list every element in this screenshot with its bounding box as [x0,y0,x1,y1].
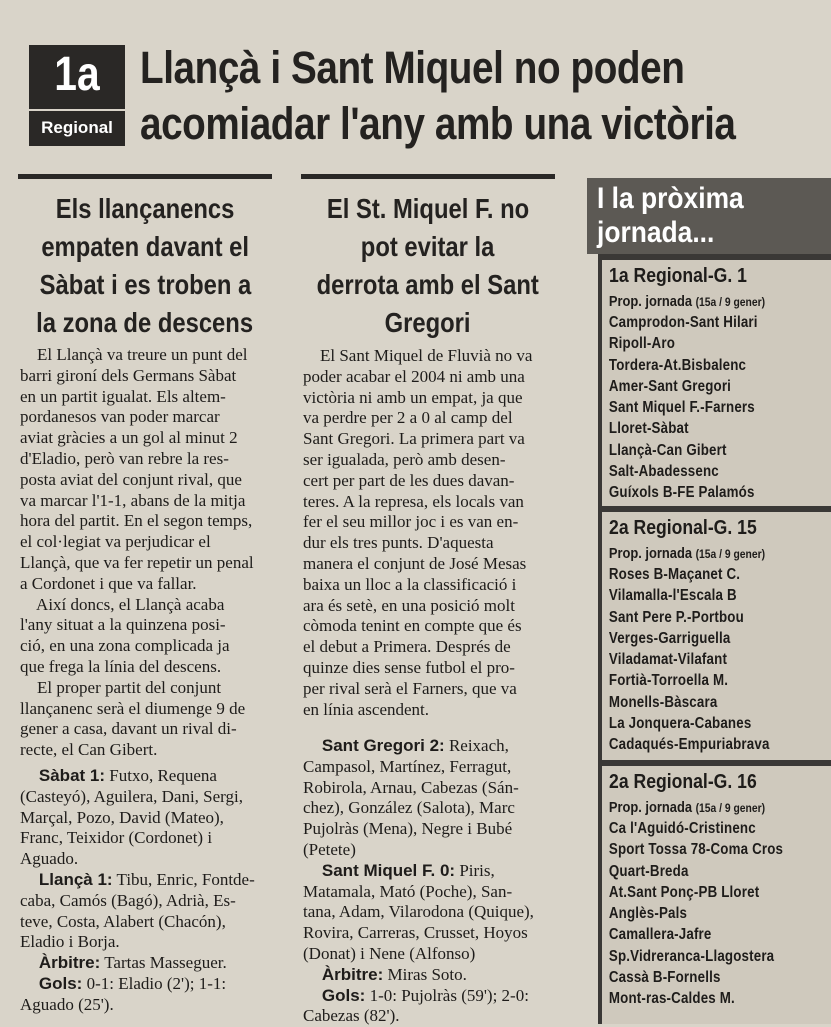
text-line: barri gironí dels Germans Sàbat [20,365,237,385]
text-line: teres. A la represa, els locals van [303,491,524,511]
fixture: Llançà-Can Gibert [608,441,727,459]
lineup-team-label: Àrbitre: [303,964,384,984]
headline-line-1: Llançà i Sant Miquel no poden [140,42,685,93]
column-2-body [303,346,556,720]
lineup-text: Pujolràs (Mena), Negre i Bubé [303,819,513,839]
text-line: va marcar l'1-1, abans de la mitja [20,490,246,510]
lineup-line [303,840,556,861]
column-2-heading-line: Gregori [385,307,471,338]
lineup-line [20,787,273,808]
lineup-line [303,882,556,903]
lineup-line [20,828,273,849]
lineup-text: Futxo, Requena [105,766,217,785]
column-2-heading-line: pot evitar la [361,231,495,262]
text-line: aviat gràcies a un gol al minut 2 [20,428,238,448]
text-line: Llançà, que va fer repetir un penal [20,552,254,572]
text-line: ció, en una zona complicada ja [20,636,230,656]
text-line: el col·legiat va perjudicar el [20,532,211,552]
text-line: que frega la línia del descens. [20,656,222,676]
fixture: Ripoll-Aro [608,335,676,353]
text-line: va perdre per 2 a 0 al camp del [303,408,513,428]
column-2-heading-line: derrota amb el Sant [316,269,540,300]
column-1-rule [18,174,272,179]
lineup-text: Campasol, Martínez, Ferragut, [303,756,512,776]
column-1-heading-line: Sàbat i es troben a [39,269,251,300]
text-line: a Cordonet i que va fallar. [20,573,197,593]
column-2-rule [301,174,555,179]
column-1-heading-line: empaten davant el [41,231,249,262]
lineup-text: Cabezas (82'). [303,1006,400,1026]
lineup-text: teve, Costa, Alabert (Chacón), [20,911,226,931]
text-line: hora del partit. En el segon temps, [20,511,253,531]
lineup-line [303,902,556,923]
lineup-team-label: Sàbat 1: [20,766,106,785]
group-title: 1a Regional-G. 1 [609,265,747,287]
lineup-line [20,932,273,953]
fixture: Monells-Bàscara [608,693,718,711]
group-box-1 [598,260,831,506]
lineup-line [303,778,556,799]
lineup-line [20,870,273,891]
next-round-label [602,292,802,312]
lineup-team-label: Sant Miquel F. 0: [303,860,456,880]
fixture: Sant Pere P.-Portbou [608,608,744,626]
text-line: posta aviat del conjunt rival, que [20,469,242,489]
lineup-team-label: Gols: [20,973,83,993]
lineup-line [303,923,556,944]
lineup-team-label: Llançà 1: [20,869,113,889]
lineup-text: 1-0: Pujolràs (59'); 2-0: [365,985,529,1005]
text-line: fer el seu millor joc i es van en- [303,512,519,532]
lineup-text: Miras Soto. [383,964,467,984]
column-1-heading-line: Els llançanencs [55,193,235,224]
column-1-body [20,345,273,761]
group-title: 2a Regional-G. 16 [609,771,757,793]
lineup-text: Reixach, [444,736,509,755]
lineup-text: Rovira, Carreras, Crusset, Hoyos [303,923,528,943]
lineup-text: (Petete) [303,839,356,859]
fixture: At.Sant Ponç-PB Lloret [608,883,760,901]
text-line: llançanenc serà el diumenge 9 de [20,698,246,718]
text-line: còmoda tenint en compte que és [303,616,522,636]
headline-line-2: acomiadar l'any amb una victòria [140,98,736,149]
group-box-3 [598,766,831,1024]
next-round-date: (15a / 9 gener) [695,295,766,309]
text-line: poder acabar el 2004 ni amb una [303,366,525,386]
text-line: el debut a Primera. Després de [303,637,511,657]
column-1-heading [10,190,280,342]
lineup-text: Aguado (25'). [20,994,114,1014]
column-2-heading [292,190,564,342]
lineup-text: Eladio i Borja. [20,932,120,952]
text-line: El Sant Miquel de Fluvià no va [303,346,533,365]
lineup-line [20,849,273,870]
text-line: El Llançà va treure un punt del [20,345,248,364]
text-line: recte, el Can Gibert. [20,740,158,760]
lineup-line [303,757,556,778]
fixture: Ca l'Aguidó-Cristinenc [608,820,756,837]
fixture: Fortià-Torroella M. [608,672,729,690]
lineup-text: caba, Camós (Bagó), Adrià, Es- [20,890,236,910]
lineup-team-label: Àrbitre: [20,953,101,973]
text-line: ser igualada, però amb desen- [303,449,506,469]
lineup-line [303,986,556,1007]
fixture: Tordera-At.Bisbalenc [608,356,747,374]
lineup-line [20,766,273,787]
fixture: Anglès-Pals [608,905,688,923]
lineup-text: Aguado. [20,849,79,869]
fixture: Roses B-Maçanet C. [608,566,741,583]
fixture: Sant Miquel F.-Farners [608,399,755,417]
lineup-line [303,819,556,840]
lineup-text: tana, Adam, Vilarodona (Quique), [303,902,534,922]
text-line: ara és setè, en una posició molt [303,595,515,615]
text-line: El proper partit del conjunt [20,677,222,697]
lineup-text: Tibu, Enric, Fontde- [112,869,255,889]
lineup-text: Piris, [455,860,495,880]
text-line: quinze dies sense futbol el pro- [303,657,515,677]
text-line: cert per part de les dues davan- [303,470,515,490]
text-line: dur els tres punts. D'aquesta [303,533,494,553]
text-line: d'Eladio, però van rebre la res- [20,448,229,468]
column-2-lineups [303,736,556,1027]
section-badge [29,45,125,146]
badge-label: Regional [29,109,125,145]
column-2-heading-line: El St. Miquel F. no [326,193,530,224]
next-round-text: Prop. jornada [608,799,693,816]
text-line: Així doncs, el Llançà acaba [20,594,225,614]
lineup-text: Franc, Teixidor (Cordonet) i [20,828,213,848]
text-line: en un partit igualat. Els altem- [20,386,226,406]
fixture: Viladamat-Vilafant [608,651,728,669]
lineup-line [303,861,556,882]
badge-number: 1a [54,48,100,101]
next-round-title-box [587,178,831,254]
lineup-line [20,912,273,933]
fixture: Amer-Sant Gregori [608,377,732,395]
text-line: pordanesos van poder marcar [20,407,220,427]
fixture: Sport Tossa 78-Coma Cros [608,841,784,859]
fixture: Verges-Garriguella [608,629,731,647]
next-round-label [602,544,802,564]
lineup-text: Tartas Masseguer. [100,953,227,973]
lineup-line [303,736,556,757]
text-line: Sant Gregori. La primera part va [303,429,525,449]
group-box-2 [598,512,831,760]
fixture: La Jonquera-Cabanes [608,715,752,733]
fixture: Quart-Breda [608,862,689,880]
fixture: Camprodon-Sant Hilari [608,314,758,331]
next-round-label [602,798,802,818]
next-round-title: I la pròxima jornada... [597,182,744,249]
fixture: Lloret-Sàbat [608,420,689,438]
text-line: en línia ascendent. [303,699,430,719]
lineup-line [303,965,556,986]
fixture: Camallera-Jafre [608,926,712,944]
lineup-team-label: Gols: [303,985,366,1005]
next-round-text: Prop. jornada [608,293,693,310]
fixture: Vilamalla-l'Escala B [608,587,737,605]
fixture: Cassà B-Fornells [608,969,721,987]
text-line: victòria ni amb un empat, ja que [303,387,523,407]
next-round-text: Prop. jornada [608,545,693,562]
lineup-text: (Casteyó), Aguilera, Dani, Sergi, [20,786,244,806]
lineup-line [20,953,273,974]
text-line: l'any situat a la quinzena posi- [20,615,226,635]
headline [140,40,736,152]
column-1-heading-line: la zona de descens [36,307,254,338]
column-1-lineups [20,766,273,1016]
lineup-line [20,974,273,995]
fixture: Guíxols B-FE Palamós [608,484,755,502]
next-round-date: (15a / 9 gener) [695,801,766,815]
lineup-text: chez), González (Salota), Marc [303,798,515,818]
lineup-text: 0-1: Eladio (2'); 1-1: [82,973,227,993]
lineup-text: Marçal, Pozo, David (Mateo), [20,807,224,827]
text-line: manera el conjunt de José Mesas [303,553,527,573]
fixture: Salt-Abadessenc [608,463,719,481]
text-line: baixa un lloc a la classificació i [303,574,517,594]
fixture: Sp.Vidreranca-Llagostera [608,947,775,965]
fixture: Mont-ras-Caldes M. [608,990,735,1008]
fixture: Cadaqués-Empuriabrava [608,736,770,754]
text-line: gener a casa, davant un rival di- [20,719,237,739]
group-title: 2a Regional-G. 15 [609,517,757,539]
lineup-text: Matamala, Mató (Poche), San- [303,881,513,901]
lineup-line [303,944,556,965]
lineup-team-label: Sant Gregori 2: [303,736,445,755]
lineup-line [20,891,273,912]
next-round-date: (15a / 9 gener) [695,547,766,561]
lineup-line [303,798,556,819]
text-line: per rival serà el Farners, que va [303,678,517,698]
lineup-text: Robirola, Arnau, Cabezas (Sán- [303,777,519,797]
lineup-line [20,995,273,1016]
lineup-line [20,808,273,829]
lineup-text: (Donat) i Nene (Alfonso) [303,943,476,963]
